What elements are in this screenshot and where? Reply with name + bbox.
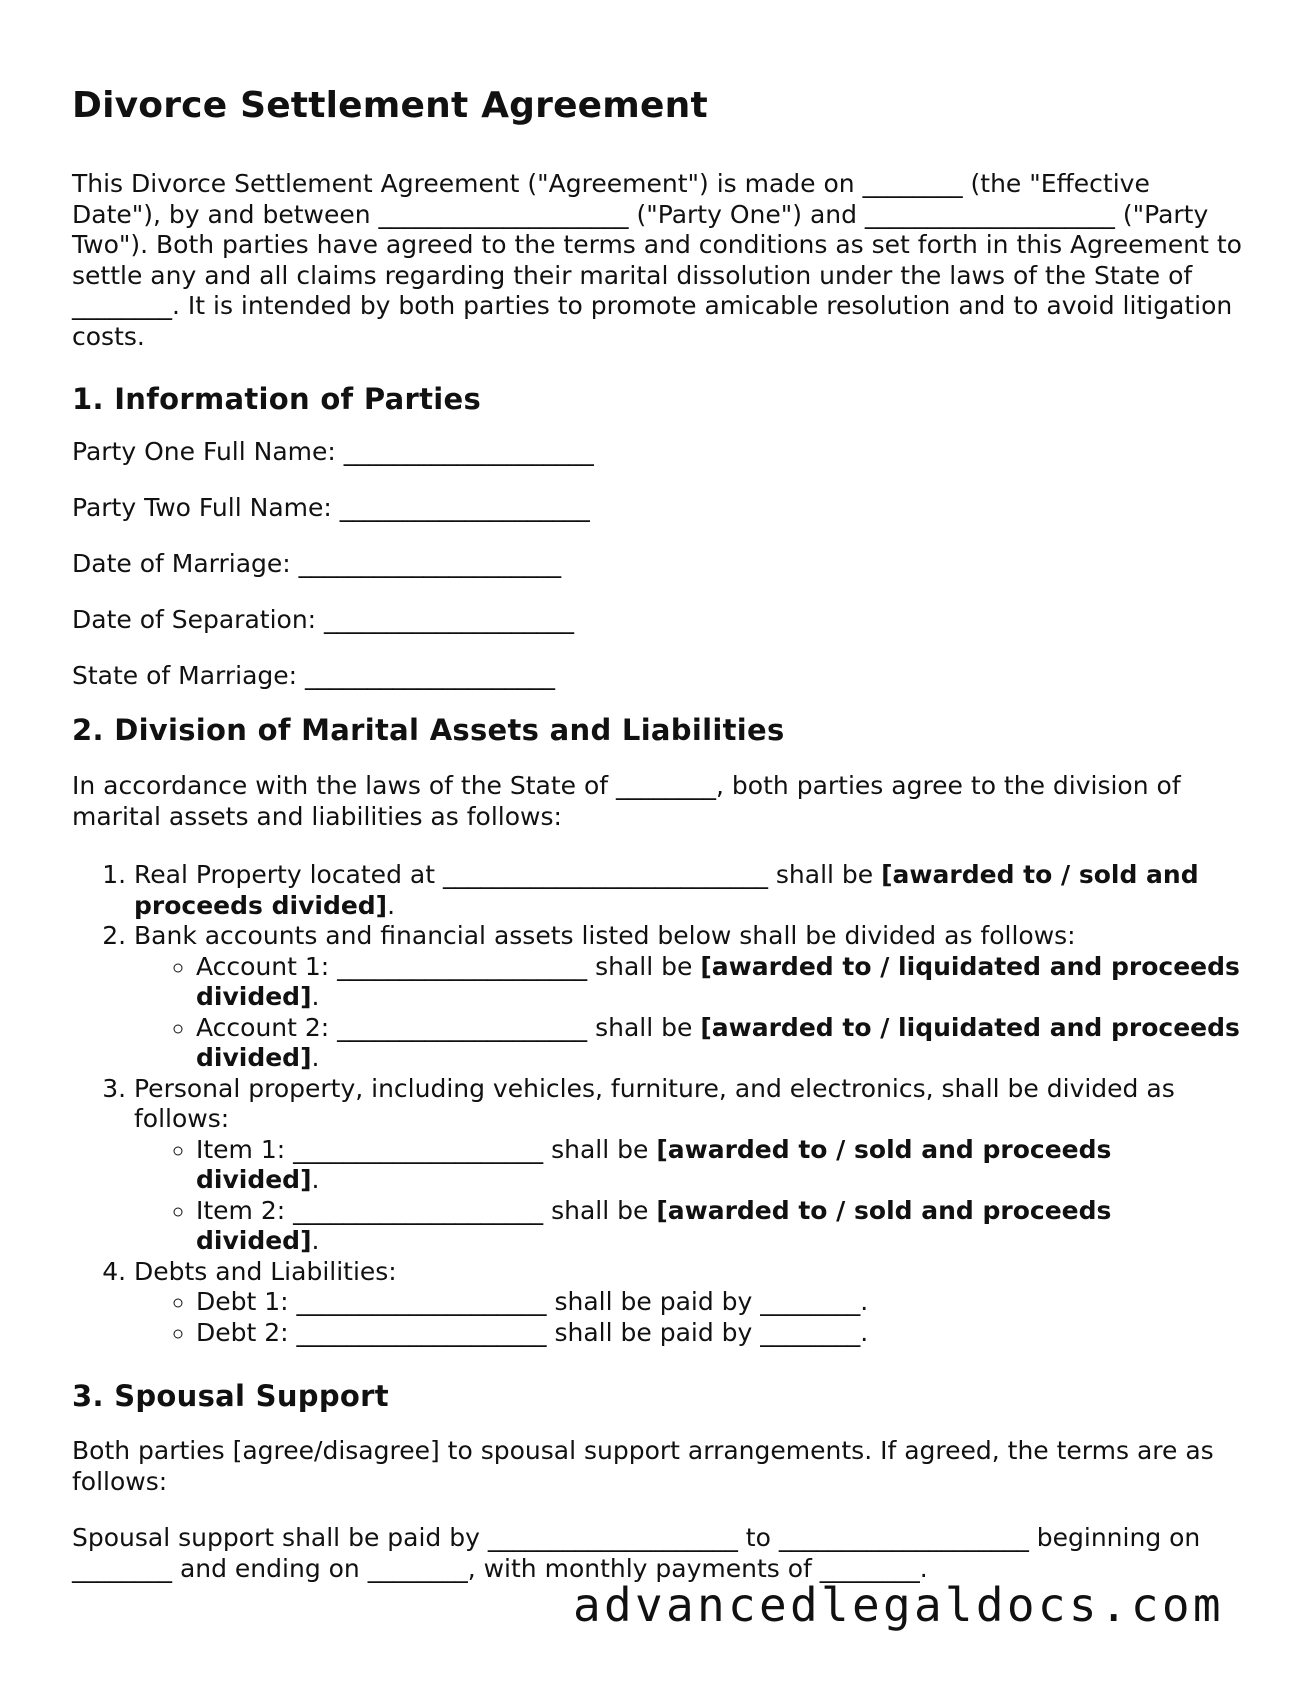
- item-option: [awarded to / sold and proceeds divided]: [134, 860, 1199, 920]
- document-title: Divorce Settlement Agreement: [72, 85, 708, 126]
- item-end: .: [311, 1043, 320, 1072]
- intro-paragraph: This Divorce Settlement Agreement ("Agreement") is made on ________ (the "Effective Date"), by and between ____________________ ("Party One") and ____________________ ("Party Two"). Both parties have agreed to the terms and conditions as set forth in this Agreement to settle any and all claims regarding their marital dissolution under the laws of the State of ________. It is intended by both parties to promote amicable resolution and to avoid litigation costs.: [72, 169, 1242, 351]
- section-heading-assets: 2. Division of Marital Assets and Liabilities: [72, 713, 785, 747]
- item-end: .: [311, 1226, 320, 1255]
- field-date-of-marriage: Date of Marriage: _____________________: [72, 549, 562, 578]
- watermark-logo: advancedlegaldocs.com: [573, 1578, 1224, 1632]
- list-item-debt-1: ◦ Debt 1: ____________________ shall be paid by ________.: [196, 1287, 1242, 1318]
- item-option: [awarded to / sold and proceeds divided]: [196, 1195, 1112, 1255]
- item-option: [awarded to / liquidated and proceeds divided]: [196, 1012, 1240, 1072]
- list-item-real-property: [134, 860, 1242, 921]
- item-option: [awarded to / liquidated and proceeds divided]: [196, 951, 1240, 1011]
- item-text: Real Property located at __________________________ shall be: [134, 860, 882, 889]
- field-party-two-name: Party Two Full Name: ____________________: [72, 493, 590, 522]
- list-item-item-1: [196, 1135, 1242, 1196]
- item-text: Item 2: ____________________ shall be: [196, 1195, 657, 1225]
- list-item-account-1: [196, 952, 1242, 1013]
- field-state-of-marriage: State of Marriage: ____________________: [72, 661, 556, 690]
- list-item-bank-accounts: [134, 921, 1242, 1074]
- item-text: Debts and Liabilities:: [134, 1256, 397, 1286]
- list-item-debts: [134, 1257, 1242, 1349]
- section-heading-spousal-support: 3. Spousal Support: [72, 1379, 389, 1413]
- item-end: .: [387, 890, 396, 920]
- document: [72, 84, 1242, 1584]
- list-item-debt-2: ◦ Debt 2: ____________________ shall be paid by ________.: [196, 1318, 1242, 1349]
- list-item-account-2: [196, 1013, 1242, 1074]
- field-date-of-separation: Date of Separation: ____________________: [72, 605, 575, 634]
- assets-intro-paragraph: In accordance with the laws of the State of ________, both parties agree to the division of marital assets and liabilities as follows:: [72, 771, 1181, 831]
- assets-list: [72, 860, 1242, 1348]
- list-item-personal-property: [134, 1074, 1242, 1257]
- item-option: [awarded to / sold and proceeds divided]: [196, 1134, 1112, 1194]
- item-text: Account 2: ____________________ shall be: [196, 1012, 701, 1042]
- personal-property-sublist: [134, 1135, 1242, 1257]
- list-item-item-2: [196, 1196, 1242, 1257]
- section-heading-parties: 1. Information of Parties: [72, 382, 482, 416]
- support-intro-paragraph: Both parties [agree/disagree] to spousal support arrangements. If agreed, the terms are as follows:: [72, 1436, 1214, 1496]
- item-end: .: [311, 1165, 320, 1194]
- item-text: Personal property, including vehicles, furniture, and electronics, shall be divided as follows:: [134, 1073, 1175, 1133]
- bank-accounts-sublist: [134, 952, 1242, 1074]
- item-text: Item 1: ____________________ shall be: [196, 1134, 657, 1164]
- support-terms-paragraph: Spousal support shall be paid by ____________________ to ____________________ beginning on ________ and ending on ________, with monthly payments of ________.: [72, 1523, 1201, 1583]
- item-text: Account 1: ____________________ shall be: [196, 951, 701, 981]
- debts-sublist: [134, 1287, 1242, 1348]
- item-text: Bank accounts and financial assets listed below shall be divided as follows:: [134, 921, 1076, 950]
- item-end: .: [311, 982, 320, 1011]
- field-party-one-name: Party One Full Name: ____________________: [72, 437, 594, 466]
